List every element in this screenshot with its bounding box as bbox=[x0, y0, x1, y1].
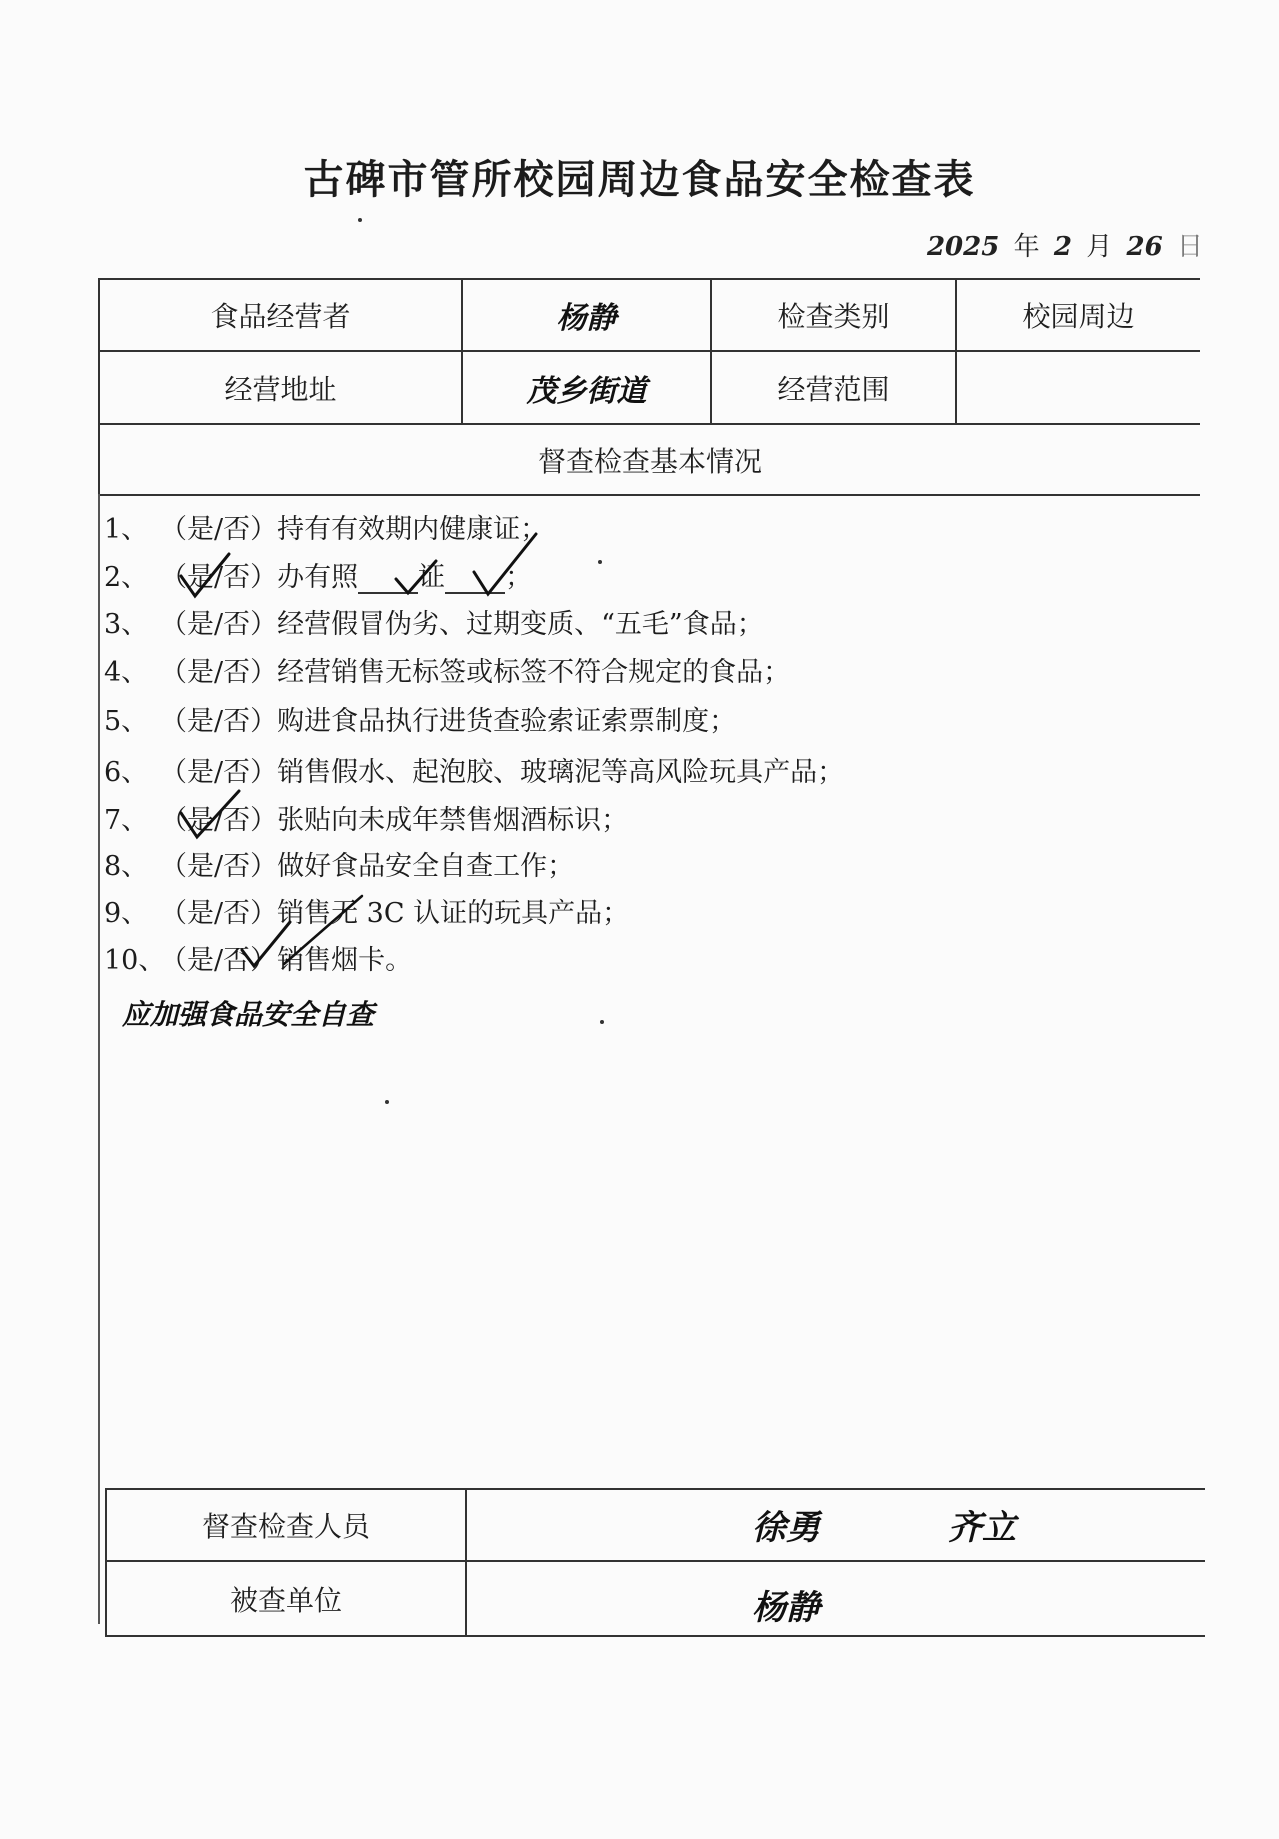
scope-value bbox=[957, 352, 1200, 423]
scan-speck bbox=[385, 1100, 389, 1104]
category-label: 检查类别 bbox=[777, 300, 890, 333]
inspector-label: 督查检查人员 bbox=[201, 1510, 370, 1543]
date-line bbox=[927, 226, 1209, 263]
checklist-item: 1、 （是/否）持有有效期内健康证； bbox=[104, 514, 548, 545]
checklist-item: 10、（是/否）销售烟卡。 bbox=[104, 945, 413, 976]
checklist-item: 6、 （是/否）销售假水、起泡胶、玻璃泥等高风险玩具产品； bbox=[104, 757, 845, 788]
pen-stroke-icon bbox=[278, 890, 368, 970]
unit-label: 被查单位 bbox=[229, 1583, 342, 1617]
section-header: 督查检查基本情况 bbox=[537, 444, 762, 478]
footer-bottom-border bbox=[105, 1635, 1205, 1637]
checkmark-icon bbox=[175, 785, 245, 845]
checklist-item: 7、 （是/否）张贴向未成年禁售烟酒标识； bbox=[104, 805, 629, 836]
scope-label: 经营范围 bbox=[777, 372, 890, 406]
scan-speck bbox=[358, 218, 362, 222]
date-month: 2 bbox=[1053, 232, 1072, 262]
checklist-item: 5、 （是/否）购进食品执行进货查验索证索票制度； bbox=[104, 706, 737, 737]
checklist-item: 4、 （是/否）经营销售无标签或标签不符合规定的食品； bbox=[104, 657, 791, 688]
checkmark-icon bbox=[175, 548, 235, 604]
body-left-border bbox=[98, 494, 100, 1624]
unit-signature: 杨静 bbox=[752, 1588, 820, 1628]
inspector-signature: 齐立 bbox=[948, 1508, 1016, 1548]
operator-label: 食品经营者 bbox=[210, 300, 351, 333]
checklist-item: 3、 （是/否）经营假冒伪劣、过期变质、“五毛”食品； bbox=[104, 609, 764, 640]
checklist-item: 9、 （是/否）销售无 3C 认证的玩具产品； bbox=[104, 898, 630, 929]
address-label: 经营地址 bbox=[224, 372, 337, 406]
date-month-label: 月 bbox=[1086, 232, 1113, 262]
footer-col-divider bbox=[465, 1488, 467, 1636]
date-year-label: 年 bbox=[1013, 232, 1040, 262]
scan-speck bbox=[600, 1020, 604, 1024]
checklist-item: 2、 （是/否）办有照 证 ； bbox=[104, 562, 533, 593]
address-value: 茂乡街道 bbox=[526, 373, 647, 409]
page-title: 古碑市管所校园周边食品安全检查表 bbox=[303, 156, 976, 203]
operator-value: 杨静 bbox=[556, 301, 617, 336]
date-day: 26 bbox=[1126, 232, 1163, 262]
table-section-divider bbox=[98, 494, 1200, 496]
handwritten-note: 应加强食品安全自查 bbox=[122, 998, 375, 1031]
checklist-item: 8、 （是/否）做好食品安全自查工作； bbox=[104, 851, 575, 882]
checkmark-icon bbox=[392, 555, 440, 599]
checkmark-icon bbox=[470, 530, 540, 600]
date-year: 2025 bbox=[926, 232, 1000, 262]
date-day-label: 日 bbox=[1176, 232, 1203, 262]
inspector-signature: 徐勇 bbox=[752, 1508, 820, 1548]
category-value: 校园周边 bbox=[1022, 300, 1135, 333]
scan-speck bbox=[598, 560, 602, 564]
